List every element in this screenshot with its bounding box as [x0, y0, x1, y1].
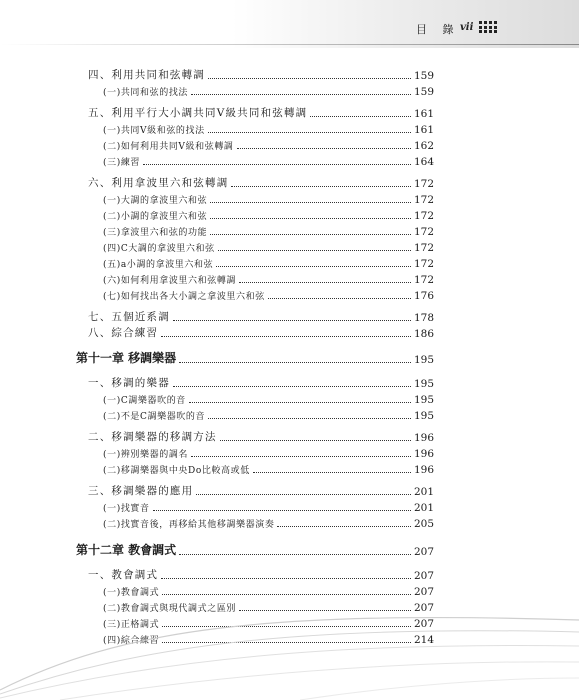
dot-leader: [231, 185, 411, 187]
dot-leader: [179, 553, 411, 555]
toc-subsection-entry: [103, 406, 434, 422]
toc-entry-label: 一、移調的樂器: [88, 377, 170, 389]
toc-entry-page-number: 196: [413, 448, 434, 460]
toc-subsection-entry: [103, 286, 434, 302]
toc-entry-page-number: 162: [413, 140, 434, 152]
toc-entry-label: (一)共同V級和弦的找法: [103, 126, 205, 136]
toc-subsection-entry: [103, 460, 434, 476]
dot-leader: [189, 401, 411, 403]
toc-subsection-entry: [103, 136, 434, 152]
toc-entry-page-number: 207: [413, 570, 434, 582]
dot-leader: [210, 201, 411, 203]
toc-entry-label: (二)如何利用共同V級和弦轉調: [103, 142, 234, 152]
toc-section-entry: [88, 428, 434, 444]
dot-leader: [179, 361, 411, 363]
toc-subsection-entry: [103, 498, 434, 514]
toc-entry-label: 三、移調樂器的應用: [88, 485, 194, 497]
toc-entry-page-number: 207: [413, 546, 434, 558]
toc-subsection-entry: [103, 206, 434, 222]
toc-entry-page-number: 178: [413, 312, 434, 324]
toc-entry-label: (二)不是C調樂器吹的音: [103, 412, 206, 422]
toc-entry-label: (三)練習: [103, 158, 141, 168]
toc-subsection-entry: [103, 254, 434, 270]
toc-subsection-entry: [103, 82, 434, 98]
toc-entry-label: (三)拿波里六和弦的功能: [103, 228, 208, 238]
toc-entry-label: (四)C大調的拿波里六和弦: [103, 244, 215, 254]
toc-entry-page-number: 186: [413, 328, 434, 340]
toc-subsection-entry: [103, 270, 434, 286]
dot-leader: [277, 525, 411, 527]
toc-entry-label: (二)教會調式與現代調式之區別: [103, 604, 237, 614]
toc-section-entry: [88, 374, 434, 390]
dot-leader: [208, 417, 411, 419]
toc-subsection-entry: [103, 390, 434, 406]
toc-entry-page-number: 214: [413, 634, 434, 646]
toc-subsection-entry: [103, 120, 434, 136]
dot-leader: [143, 163, 411, 165]
toc-entry-label: (二)移調樂器與中央Do比較高或低: [103, 466, 250, 476]
toc-subsection-entry: [103, 190, 434, 206]
toc-entry-label: (五)a小調的拿波里六和弦: [103, 260, 214, 270]
dot-leader: [220, 439, 411, 441]
toc-entry-page-number: 172: [413, 226, 434, 238]
toc-entry-page-number: 201: [413, 486, 434, 498]
toc-entry-page-number: 201: [413, 502, 434, 514]
toc-entry-label: (二)小調的拿波里六和弦: [103, 212, 208, 222]
toc-section-entry: [88, 308, 434, 324]
toc-entry-page-number: 172: [413, 242, 434, 254]
toc-entry-label: 第十二章 教會調式: [76, 543, 177, 557]
dot-leader: [237, 147, 411, 149]
toc-section-entry: [88, 66, 434, 82]
dot-leader: [208, 131, 411, 133]
running-head-page-number: vii: [460, 22, 474, 33]
dot-leader: [210, 217, 411, 219]
toc-subsection-entry: [103, 514, 434, 530]
toc-entry-label: (一)共同和弦的找法: [103, 88, 189, 98]
toc-entry-label: (一)C調樂器吹的音: [103, 396, 186, 406]
toc-section-entry: [88, 566, 434, 582]
toc-entry-label: 四、利用共同和弦轉調: [88, 69, 205, 81]
toc-entry-label: (四)綜合練習: [103, 636, 160, 646]
toc-entry-page-number: 195: [413, 394, 434, 406]
toc-entry-page-number: 207: [413, 586, 434, 598]
toc-entry-label: (二)找實音後，再移給其他移調樂器演奏: [103, 520, 275, 530]
wave-decoration: [0, 590, 579, 700]
dot-leader: [253, 471, 411, 473]
toc-entry-page-number: 195: [413, 410, 434, 422]
toc-entry-page-number: 172: [413, 210, 434, 222]
toc-entry-label: 八、綜合練習: [88, 327, 159, 339]
toc-entry-label: (三)正格調式: [103, 620, 160, 630]
dot-leader: [161, 335, 411, 337]
toc-entry-page-number: 172: [413, 274, 434, 286]
dot-leader: [191, 455, 411, 457]
toc-entry-page-number: 207: [413, 618, 434, 630]
toc-entry-label: (六)如何利用拿波里六和弦轉調: [103, 276, 237, 286]
running-head-title: 目 錄: [416, 23, 460, 36]
toc-entry-page-number: 172: [413, 194, 434, 206]
toc-entry-page-number: 161: [413, 124, 434, 136]
toc-entry-label: (一)辨別樂器的調名: [103, 450, 189, 460]
dot-leader: [153, 509, 411, 511]
toc-entry-page-number: 161: [413, 108, 434, 120]
toc-section-entry: [88, 324, 434, 340]
toc-entry-label: (一)找實音: [103, 504, 150, 514]
toc-entry-page-number: 164: [413, 156, 434, 168]
toc-section-entry: [88, 174, 434, 190]
toc-subsection-entry: [103, 238, 434, 254]
toc-section-entry: [88, 104, 434, 120]
dot-leader: [173, 385, 411, 387]
toc-entry-label: 六、利用拿波里六和弦轉調: [88, 177, 229, 189]
toc-entry-label: 一、教會調式: [88, 569, 159, 581]
toc-chapter-entry: [76, 540, 434, 558]
dot-leader: [173, 319, 411, 321]
dot-leader: [310, 115, 411, 117]
toc-chapter-entry: [76, 348, 434, 366]
toc-entry-label: (一)教會調式: [103, 588, 160, 598]
toc-entry-label: (一)大調的拿波里六和弦: [103, 196, 208, 206]
dot-leader: [268, 297, 411, 299]
dot-leader: [161, 577, 411, 579]
toc-entry-page-number: 172: [413, 258, 434, 270]
dot-leader: [239, 281, 411, 283]
toc-entry-page-number: 205: [413, 518, 434, 530]
toc-entry-page-number: 196: [413, 432, 434, 444]
dot-leader: [216, 265, 411, 267]
toc-entry-label: 七、五個近系調: [88, 311, 170, 323]
dot-leader: [191, 93, 411, 95]
dot-leader: [218, 249, 411, 251]
toc-entry-label: 二、移調樂器的移調方法: [88, 431, 217, 443]
toc-section-entry: [88, 482, 434, 498]
dot-leader: [210, 233, 411, 235]
toc-subsection-entry: [103, 222, 434, 238]
toc-entry-label: 第十一章 移調樂器: [76, 351, 177, 365]
dot-leader: [208, 77, 411, 79]
toc-entry-label: 五、利用平行大小調共同V級共同和弦轉調: [88, 107, 308, 119]
toc-entry-page-number: 159: [413, 86, 434, 98]
toc-entry-page-number: 195: [413, 354, 434, 366]
toc-entry-page-number: 176: [413, 290, 434, 302]
toc-entry-label: (七)如何找出各大小調之拿波里六和弦: [103, 292, 265, 302]
toc-entry-page-number: 159: [413, 70, 434, 82]
toc-entry-page-number: 207: [413, 602, 434, 614]
toc-entry-page-number: 195: [413, 378, 434, 390]
toc-entry-page-number: 172: [413, 178, 434, 190]
toc-subsection-entry: [103, 152, 434, 168]
dot-leader: [196, 493, 411, 495]
toc-subsection-entry: [103, 444, 434, 460]
toc-entry-page-number: 196: [413, 464, 434, 476]
